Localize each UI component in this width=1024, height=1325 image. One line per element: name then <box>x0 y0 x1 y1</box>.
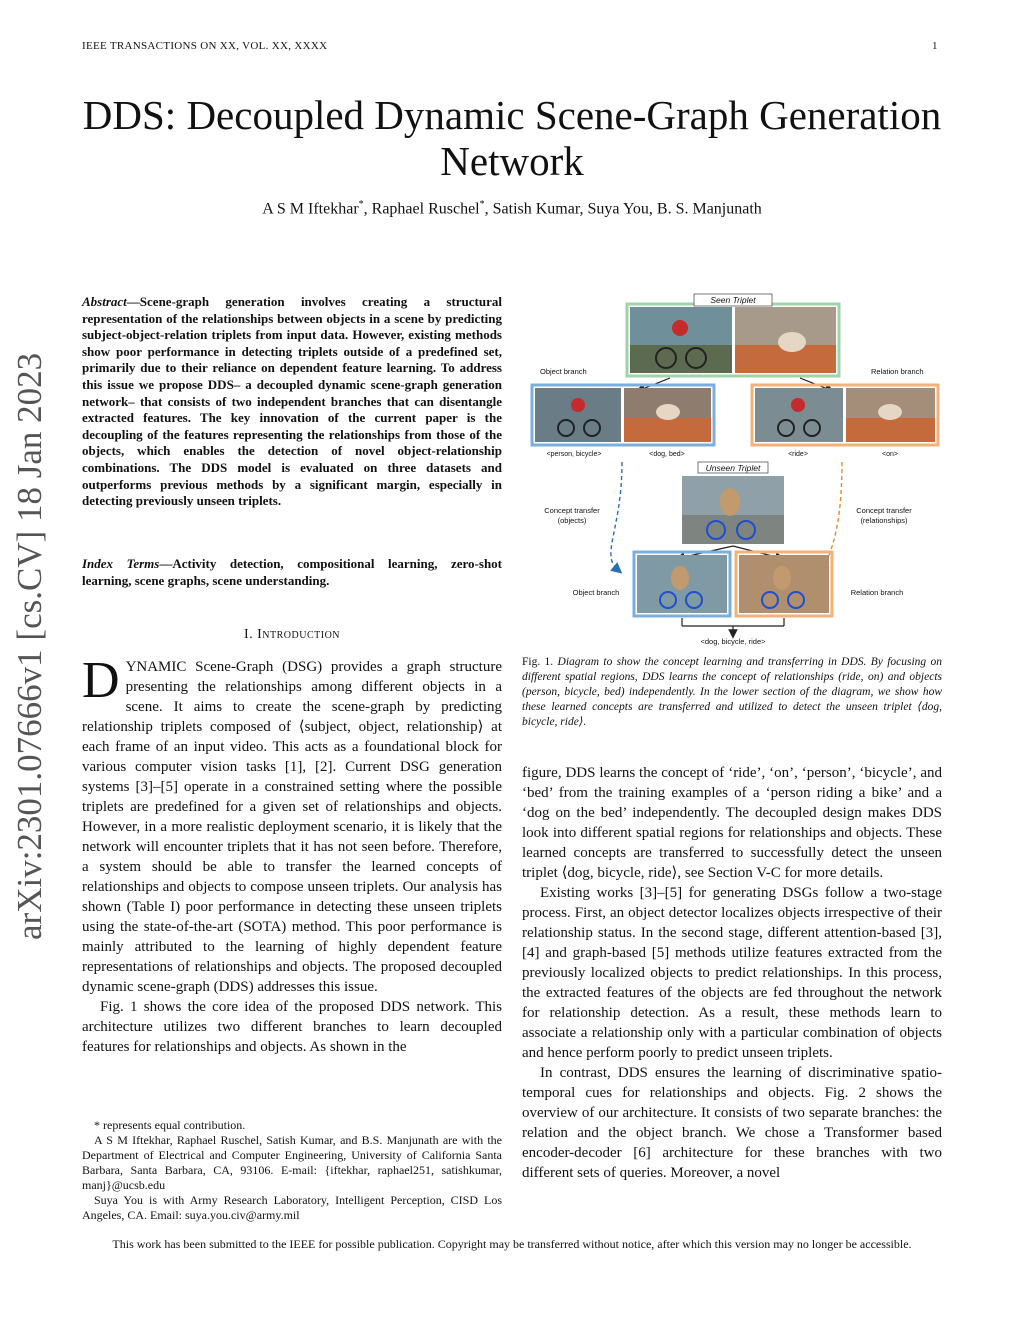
concept-transfer-objects-2: (objects) <box>557 516 587 525</box>
relation-branch-label: Relation branch <box>871 367 924 376</box>
section-number: I. <box>243 627 254 642</box>
running-header: IEEE TRANSACTIONS ON XX, VOL. XX, XXXX <box>82 40 328 52</box>
section-heading <box>82 627 502 643</box>
author-rest: , Satish Kumar, Suya You, B. S. Manjunath <box>484 200 762 218</box>
caption-label: Fig. 1. <box>522 656 554 668</box>
footnote-affiliation-1: A S M Iftekhar, Raphael Ruschel, Satish Kumar, and B.S. Manjunath are with the Department of Electrical and Computer Engineering, University of California Santa Barbara, Santa Barbara, CA, 93106. E-mail: {iftekhar, raphael251, satishkumar, manj}@ucsb.edu <box>82 1133 502 1192</box>
object-branch-image-1 <box>535 388 621 442</box>
arxiv-stamp: arXiv:2301.07666v1 [cs.CV] 18 Jan 2023 <box>10 352 49 940</box>
output-triplet-label: <dog, bicycle, ride> <box>700 637 766 646</box>
label-on: <on> <box>882 451 898 458</box>
right-paragraph-1: figure, DDS learns the concept of ‘ride’, ‘on’, ‘person’, ‘bicycle’, and ‘bed’ from the training examples of a ‘person riding a bike’ and a ‘dog on the bed’ independently. The decoupled design makes DDS look into different spatial regions for relationships and objects. These learned concepts are transferred to successfully detect the unseen triplet ⟨dog, bicycle, ride⟩, see Section V-C for more details. <box>522 765 942 881</box>
intro-body <box>82 652 502 1057</box>
relation-branch-image-1 <box>755 388 843 442</box>
bottom-object-branch-label: Object branch <box>572 588 620 597</box>
figure-1-caption <box>522 655 942 730</box>
bottom-notice: This work has been submitted to the IEEE for possible publication. Copyright may be transferred without notice, after which this version may no longer be accessible. <box>112 1237 912 1251</box>
concept-transfer-objects-1: Concept transfer <box>544 506 600 515</box>
caption-text: Diagram to show the concept learning and transferring in DDS. By focusing on different spatial regions, DDS learns the concept of relationships (ride, on) and objects (person, bicycle, bed) independently. In the lower section of the diagram, we show how these learned concepts are transferred and utilized to detect the unseen triplet ⟨dog, bicycle, ride⟩. <box>522 656 942 728</box>
seen-triplet-label: Seen Triplet <box>710 295 756 305</box>
index-terms <box>82 556 502 589</box>
concept-transfer-relations-1: Concept transfer <box>856 506 912 515</box>
title-line-1: DDS: Decoupled Dynamic Scene-Graph Generation <box>82 92 942 138</box>
concept-transfer-objects-arrow <box>611 462 622 570</box>
intro-p1-text: YNAMIC Scene-Graph (DSG) provides a graph structure presenting the relationships among different objects in a scene. It aims to create the scene-graph by predicting relationship triplets composed of ⟨subject, object, relationship⟩ at each frame of an input video. This acts as a foundational block for various computer vision tasks [1], [2]. Current DSG generation systems [3]–[5] operate in a constrained setting where the possible triplets are predefined for a given set of relationships and objects. However, in a more realistic deployment scenario, it is likely that the network will encounter triplets that it has not seen before. Therefore, a system should be able to transfer the learned concepts of relationships and objects to compose unseen triplets. Our analysis has shown (Table I) poor performance in detecting these unseen triplets using the state-of-the-art (SOTA) method. This poor performance is mainly attributed to the learning of highly dependent feature representations of relationships and objects. The proposed decoupled dynamic scene-graph (DDS) addresses this issue. <box>82 659 502 995</box>
label-ride: <ride> <box>788 451 808 458</box>
author-2: , Raphael Ruschel <box>363 200 480 218</box>
equal-mark: * <box>479 199 485 210</box>
abstract <box>82 294 502 510</box>
figure-1 <box>530 290 940 650</box>
bottom-relation-branch-label: Relation branch <box>850 588 904 597</box>
abstract-text: —Scene-graph generation involves creating a structural representation of the relationships between objects in a scene by predicting subject-object-relation triplets from input data. However, existing methods show poor performance in detecting triplets outside of a predefined set, primarily due to their reliance on dependent feature learning. To address this issue we propose DDS– a decoupled dynamic scene-graph generation network– that consists of two independent branches that can disentangle extracted features. The key innovation of the current paper is the decoupling of the features representing the relationships from those of the objects, which enables the detection of novel object-relationship combinations. The DDS model is evaluated on three datasets and outperforms previous methods by a significant margin, especially in detecting previously unseen triplets. <box>82 294 502 509</box>
right-column-body <box>522 763 942 1183</box>
dropcap: D <box>82 652 120 709</box>
footnotes <box>82 1118 502 1223</box>
unseen-triplet-label: Unseen Triplet <box>705 463 761 473</box>
footnote-affiliation-2: Suya You is with Army Research Laboratory, Intelligent Perception, CISD Los Angeles, CA. Email: suya.you.civ@army.mil <box>82 1193 502 1222</box>
abstract-label: Abstract <box>82 294 127 309</box>
label-dog-bed: <dog, bed> <box>649 451 685 458</box>
section-title: Introduction <box>257 627 341 642</box>
concept-transfer-relations-2: (relationships) <box>860 516 908 525</box>
object-branch-label: Object branch <box>540 367 587 376</box>
intro-paragraph-1 <box>82 652 502 997</box>
right-paragraph-3: In contrast, DDS ensures the learning of discriminative spatio-temporal cues for relationships and objects. Fig. 2 shows the overview of our architecture. It consists of two separate branches: the relation and the object branch. We chose a Transformer based encoder-decoder [6] architecture for these branches with two different sets of queries. Moreover, a novel <box>522 1065 942 1181</box>
index-terms-text: —Activity detection, compositional learning, zero-shot learning, scene graphs, scene understanding. <box>82 556 502 588</box>
title-line-2: Network <box>440 138 584 184</box>
label-person-bicycle: <person, bicycle> <box>546 451 602 458</box>
author-1: A S M Iftekhar <box>262 200 359 218</box>
index-terms-label: Index Terms <box>82 556 160 571</box>
footnote-equal: * represents equal contribution. <box>94 1118 246 1132</box>
equal-mark: * <box>358 199 364 210</box>
page-number: 1 <box>932 40 938 52</box>
intro-paragraph-2: Fig. 1 shows the core idea of the proposed DDS network. This architecture utilizes two different branches to learn decoupled features for relationships and objects. As shown in the <box>82 999 502 1055</box>
authors <box>60 199 964 218</box>
figure-1-diagram <box>530 290 940 650</box>
paper-title <box>60 92 964 184</box>
right-paragraph-2: Existing works [3]–[5] for generating DSGs follow a two-stage process. First, an object detector localizes objects irrespective of their relationship status. In the second stage, different attention-based [3], [4] and graph-based [5] methods utilize features extracted from the previously localized objects to predict relationships. In this process, the extracted features of the objects are fed throughout the network for relationship detection. As a result, these methods learn to associate a relationship only with a particular combination of objects and hence perform poorly to predict unseen triplets. <box>522 885 942 1061</box>
